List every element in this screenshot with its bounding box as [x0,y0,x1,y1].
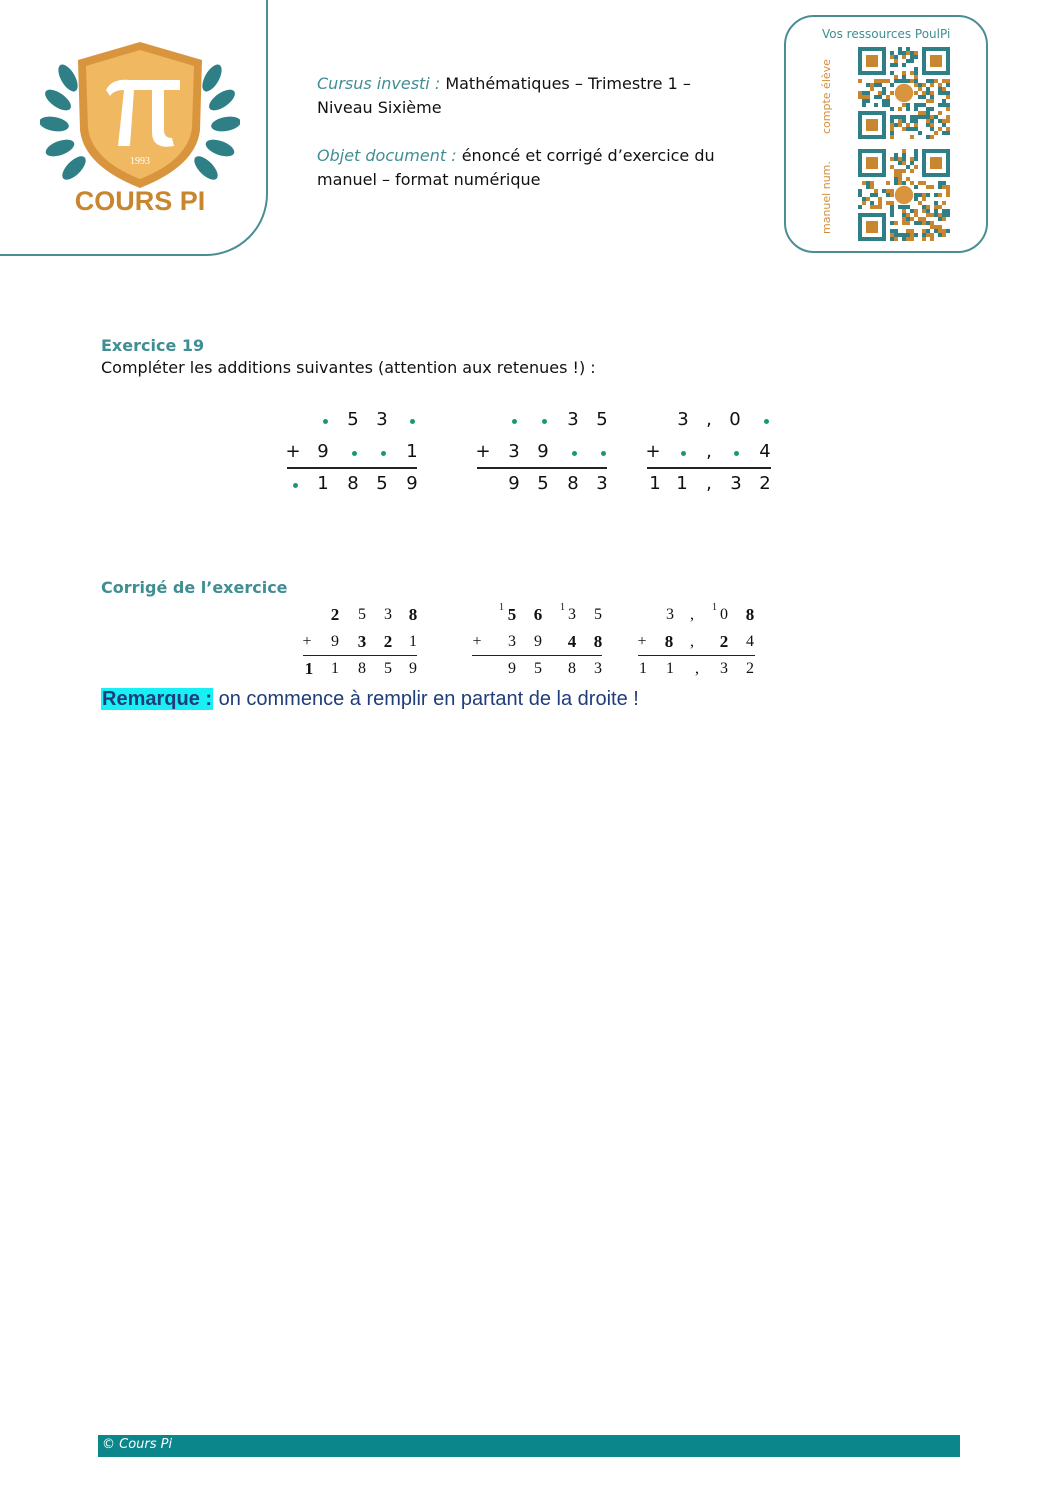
digit: 2 [719,632,729,651]
plus-sign: + [285,441,301,462]
digit: 3 [568,606,576,623]
digit: 5 [596,409,608,430]
digit: 9 [508,473,520,494]
objet-label: Objet document : [317,146,457,165]
resources-title: Vos ressources PoulPi [822,27,951,41]
comma: , [695,660,699,677]
cursus-label: Cursus investi : [317,74,441,93]
remark [101,688,639,711]
digit: 8 [664,632,674,651]
qr-code-icon [858,149,950,241]
digit: 3 [596,473,608,494]
digit: 5 [347,409,359,430]
blank-dot[interactable] [542,419,547,424]
comma: , [706,409,712,430]
digit: 3 [376,409,388,430]
digit: 9 [331,633,339,650]
digit: 4 [746,633,754,650]
carry-mark: 1 [499,602,504,613]
blank-dot[interactable] [601,451,606,456]
digit: 5 [376,473,388,494]
digit: 1 [304,659,314,678]
exercise-instruction: Compléter les additions suivantes (attention aux retenues !) : [101,358,596,377]
digit: 1 [406,441,418,462]
qr-code-icon [858,47,950,139]
comma: , [706,441,712,462]
digit: 8 [358,660,366,677]
digit: 3 [384,606,392,623]
logo-shield-icon [40,38,240,223]
digit: 0 [729,409,741,430]
plus-sign: + [302,633,312,650]
objet-block [317,144,737,192]
blank-dot[interactable] [734,451,739,456]
blank-dot[interactable] [512,419,517,424]
digit: 8 [568,660,576,677]
digit: 3 [666,606,674,623]
digit: 5 [358,606,366,623]
digit: 8 [567,473,579,494]
sum-line [472,655,602,656]
digit: 1 [639,660,647,677]
blank-dot[interactable] [323,419,328,424]
digit: 3 [357,632,367,651]
objet-value-line1: énoncé et corrigé d’exercice du [461,146,715,165]
blank-dot[interactable] [681,451,686,456]
cours-pi-logo [40,38,240,223]
digit: 8 [593,632,603,651]
plus-sign: + [645,441,661,462]
digit: 5 [594,606,602,623]
qr-code-manuel-num[interactable] [858,149,950,246]
plus-sign: + [475,441,491,462]
digit: 8 [745,605,755,624]
digit: 9 [537,441,549,462]
sum-line [647,467,771,469]
objet-value-line2: manuel – format numérique [317,170,541,189]
digit: 2 [330,605,340,624]
digit: 9 [406,473,418,494]
blank-dot[interactable] [352,451,357,456]
digit: 1 [331,660,339,677]
remark-label: Remarque : [102,688,213,710]
qr2-label: manuel num. [820,161,833,234]
qr-code-compte-eleve[interactable] [858,47,950,144]
digit: 1 [676,473,688,494]
digit: 1 [317,473,329,494]
blank-dot[interactable] [764,419,769,424]
digit: 1 [649,473,661,494]
sum-line [638,655,755,656]
plus-sign: + [472,633,482,650]
comma: , [706,473,712,494]
digit: 5 [534,660,542,677]
digit: 3 [720,660,728,677]
correction-heading: Corrigé de l’exercice [101,578,288,597]
remark-text: on commence à remplir en partant de la droite ! [213,688,639,710]
comma: , [690,633,694,650]
carry-mark: 1 [560,602,565,613]
qr1-label: compte élève [820,59,833,134]
logo-brand: COURS PI [74,186,206,216]
footer-bar [98,1435,960,1457]
blank-dot[interactable] [381,451,386,456]
digit: 0 [720,606,728,623]
digit: 1 [666,660,674,677]
digit: 9 [409,660,417,677]
sum-line [287,467,417,469]
digit: 5 [537,473,549,494]
digit: 9 [317,441,329,462]
blank-dot[interactable] [410,419,415,424]
sum-line [477,467,607,469]
cursus-value-line1: Mathématiques – Trimestre 1 – [445,74,691,93]
digit: 3 [730,473,742,494]
blank-dot[interactable] [293,483,298,488]
digit: 8 [347,473,359,494]
digit: 6 [533,605,543,624]
digit: 3 [677,409,689,430]
digit: 8 [408,605,418,624]
logo-year: 1993 [130,156,150,167]
exercise-heading: Exercice 19 [101,336,205,355]
comma: , [690,606,694,623]
digit: 4 [759,441,771,462]
cursus-block [317,72,737,120]
digit: 2 [746,660,754,677]
digit: 3 [567,409,579,430]
sum-line [303,655,417,656]
digit: 5 [384,660,392,677]
digit: 4 [567,632,577,651]
footer-copyright: © Cours Pi [102,1437,173,1452]
plus-sign: + [637,633,647,650]
digit: 3 [594,660,602,677]
digit: 3 [508,441,520,462]
cursus-value-line2: Niveau Sixième [317,98,442,117]
blank-dot[interactable] [572,451,577,456]
carry-mark: 1 [712,602,717,613]
digit: 9 [508,660,516,677]
digit: 1 [409,633,417,650]
digit: 9 [534,633,542,650]
digit: 2 [759,473,771,494]
digit: 5 [507,605,517,624]
digit: 2 [383,632,393,651]
digit: 3 [508,633,516,650]
